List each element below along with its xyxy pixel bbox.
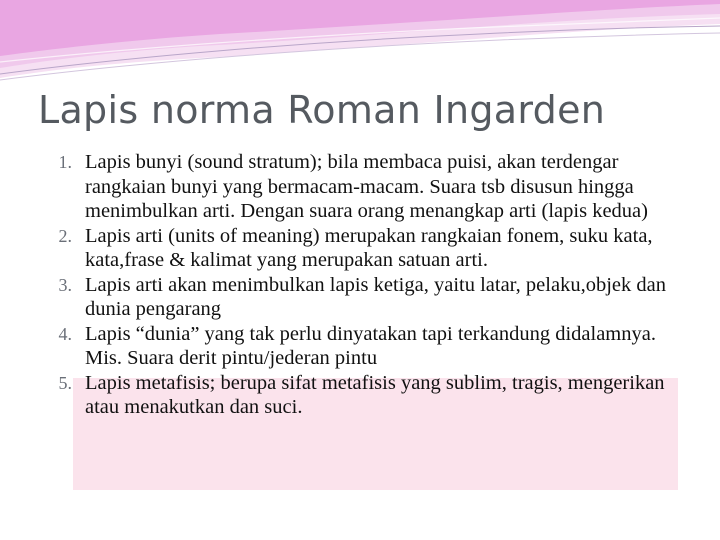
numbered-list — [0, 150, 720, 420]
list-item — [0, 224, 720, 273]
list-item — [0, 371, 720, 420]
list-text: Lapis arti (units of meaning) merupakan rangkaian fonem, suku kata, kata,frase & kalimat yang merupakan satuan arti. — [85, 224, 653, 271]
list-text: Lapis metafisis; berupa sifat metafisis yang sublim, tragis, mengerikan atau menakutkan dan suci. — [85, 371, 665, 418]
decorative-ribbon-banner — [0, 0, 720, 90]
slide-title: Lapis norma Roman Ingarden — [38, 88, 606, 132]
list-number: 1. — [58, 152, 72, 172]
list-item — [0, 273, 720, 322]
list-text: Lapis arti akan menimbulkan lapis ketiga, yaitu latar, pelaku,objek dan dunia pengarang — [85, 273, 666, 320]
list-number: 4. — [58, 323, 72, 344]
list-number: 2. — [58, 225, 72, 246]
list-number: 5. — [58, 372, 72, 393]
list-item — [0, 322, 720, 371]
list-item — [0, 150, 720, 224]
list-number: 3. — [58, 274, 72, 295]
list-text: Lapis bunyi (sound stratum); bila membaca puisi, akan terdengar rangkaian bunyi yang bermacam-macam. Suara tsb disusun hingga menimbulkan arti. Dengan suara orang menangkap arti (lapis kedua) — [85, 151, 648, 222]
list-text: Lapis “dunia” yang tak perlu dinyatakan tapi terkandung didalamnya. Mis. Suara derit pintu/jederan pintu — [85, 322, 656, 369]
